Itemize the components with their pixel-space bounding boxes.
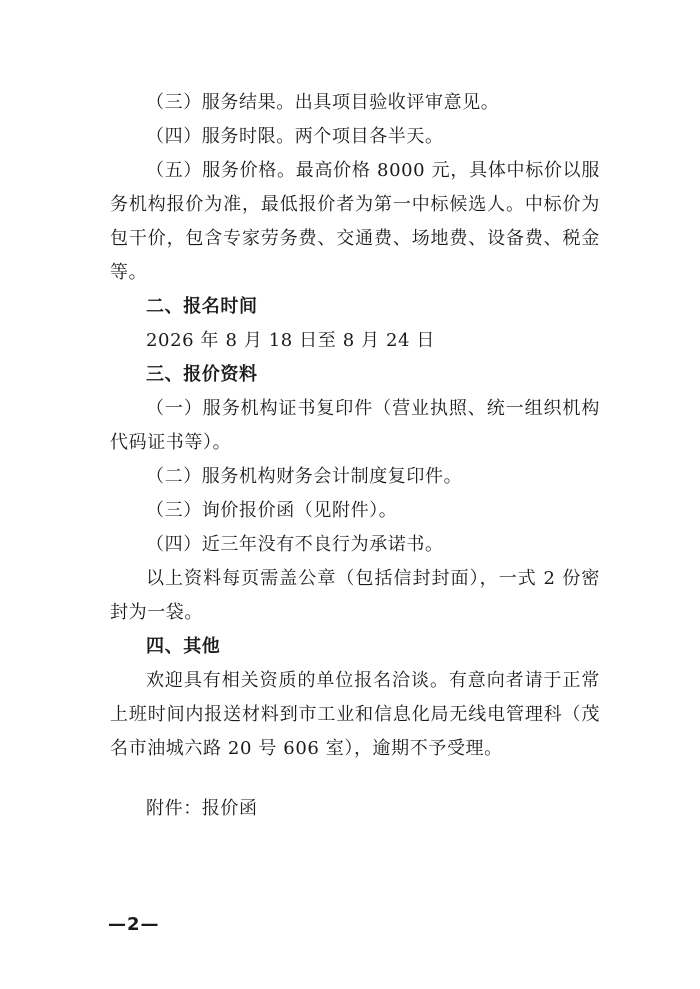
item-finance-system-copies: （二）服务机构财务会计制度复印件。 [146,466,463,487]
attachment-note: 附件：报价函 [146,798,258,819]
materials-seal-note: 以上资料每页需盖公章（包括信封封面），一式 2 份密封为一袋。 [110,568,600,623]
item-service-result: （三）服务结果。出具项目验收评审意见。 [146,92,500,113]
item-quote-letter: （三）询价报价函（见附件）。 [146,500,398,521]
section-heading-registration-time: 二、报名时间 [146,296,258,317]
section-heading-other: 四、其他 [146,636,221,657]
spacer [110,766,600,792]
item-service-time-limit: （四）服务时限。两个项目各半天。 [146,126,444,147]
item-commitment-letter: （四）近三年没有不良行为承诺书。 [146,534,444,555]
registration-date-range: 2026 年 8 月 18 日至 8 月 24 日 [146,330,436,351]
document-body [110,86,600,826]
other-contact-paragraph: 欢迎具有相关资质的单位报名洽谈。有意向者请于正常上班时间内报送材料到市工业和信息化局无线电管理科（茂名市油城六路 20 号 606 室），逾期不予受理。 [110,670,600,759]
page-number: —2— [108,914,160,935]
item-certificate-copies: （一）服务机构证书复印件（营业执照、统一组织机构代码证书等）。 [110,398,600,453]
item-service-price: （五）服务价格。最高价格 8000 元，具体中标价以服务机构报价为准，最低报价者为第一中标候选人。中标价为包干价，包含专家劳务费、交通费、场地费、设备费、税金等。 [110,160,600,283]
section-heading-quote-materials: 三、报价资料 [146,364,258,385]
